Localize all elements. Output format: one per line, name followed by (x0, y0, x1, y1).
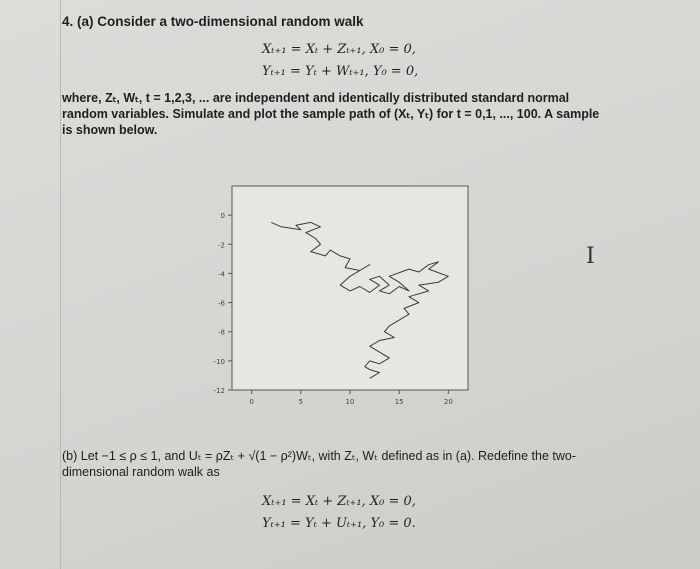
y-axis-ticks (214, 212, 232, 395)
y-tick-label: -8 (218, 328, 225, 337)
plot-frame (232, 186, 468, 390)
y-tick-label: -10 (213, 357, 225, 366)
y-tick-label: -12 (213, 387, 225, 395)
y-tick-label: -4 (218, 270, 225, 279)
x-axis-ticks (249, 390, 452, 406)
text-cursor-icon: I (586, 244, 595, 269)
equation-y: Yₜ₊₁ = Yₜ + Wₜ₊₁, Y₀ = 0, (262, 64, 419, 79)
problem-description: where, Zₜ, Wₜ, t = 1,2,3, ... are independent and identically distributed standard normal random variables. Simulate and plot the sample path of (Xₜ, Yₜ) for t = 0,1, ..., 100. A sample is shown below. (62, 91, 600, 137)
x-tick-label: 15 (394, 398, 404, 406)
y-tick-label: -2 (218, 241, 225, 250)
x-tick-label: 20 (443, 398, 453, 406)
part-b-text: (b) Let −1 ≤ ρ ≤ 1, and Uₜ = ρZₜ + √(1 − ρ²)Wₜ, with Zₜ, Wₜ defined as in (a). Redefine the two-dimensional random walk as (62, 449, 577, 479)
y-tick-label: -6 (218, 299, 225, 308)
equation-x: Xₜ₊₁ = Xₜ + Zₜ₊₁, X₀ = 0, (262, 42, 416, 57)
equation-b-x: Xₜ₊₁ = Xₜ + Zₜ₊₁, X₀ = 0, (262, 494, 416, 509)
y-tick-label: 0 (220, 212, 225, 221)
x-tick-label: 5 (298, 398, 304, 406)
problem-title: 4. (a) Consider a two-dimensional random walk (62, 14, 364, 29)
x-tick-label: 10 (345, 398, 355, 406)
x-tick-label: 0 (249, 398, 254, 406)
equation-b-y: Yₜ₊₁ = Yₜ + Uₜ₊₁, Y₀ = 0. (262, 516, 416, 531)
